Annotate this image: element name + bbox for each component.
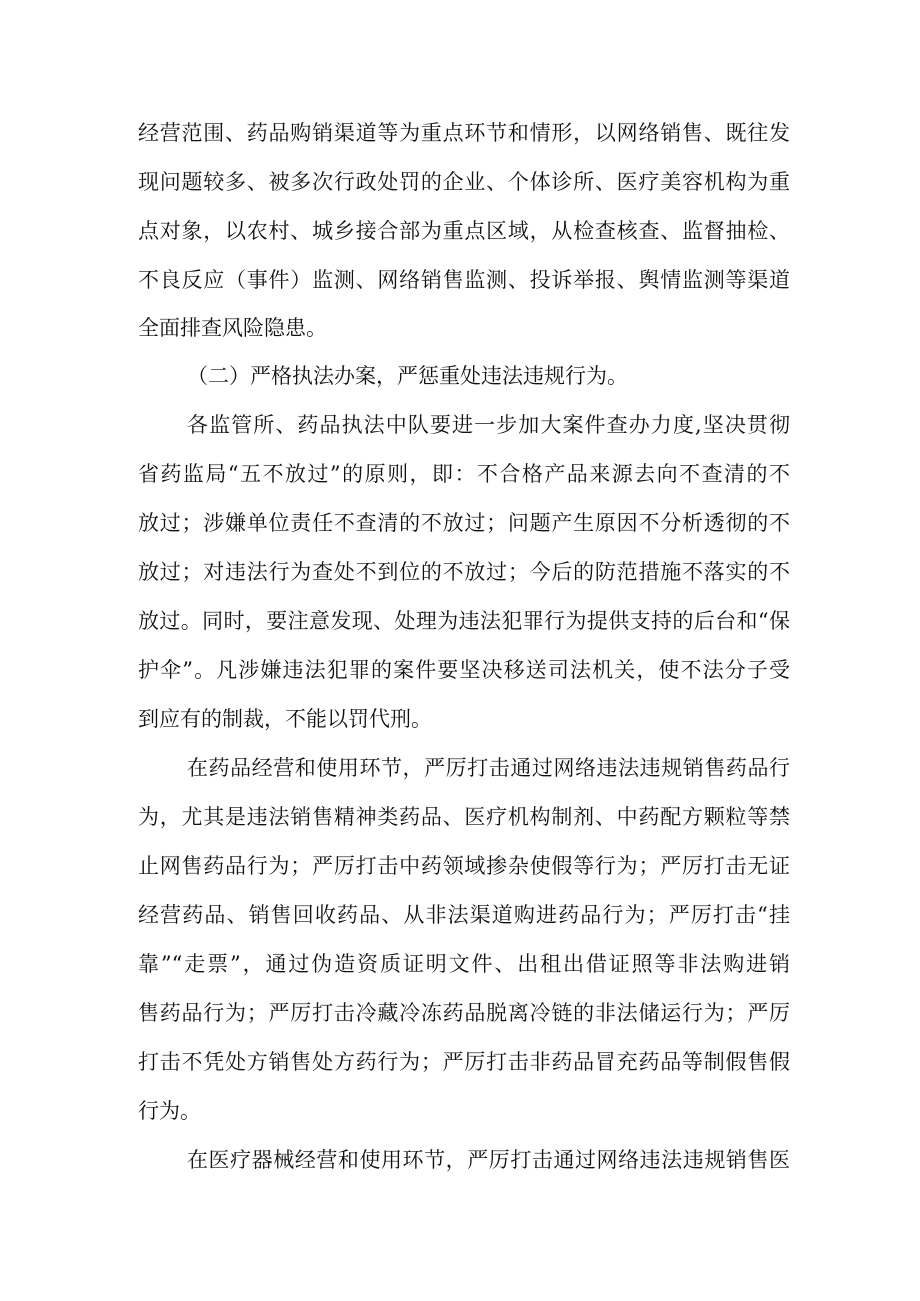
text-line: 在医疗器械经营和使用环节，严厉打击通过网络违法违规销售医: [187, 1148, 790, 1172]
text-line: 经营药品、销售回收药品、从非法渠道购进药品行为；严厉打击“挂: [138, 903, 790, 927]
text-line: 经营范围、药品购销渠道等为重点环节和情形，以网络销售、既往发: [138, 121, 790, 145]
text-line: 打击不凭处方销售处方药行为；严厉打击非药品冒充药品等制假售假: [138, 1050, 790, 1074]
text-line: 点对象，以农村、城乡接合部为重点区域，从检查核查、监督抽检、: [138, 219, 790, 243]
text-line: 不良反应（事件）监测、网络销售监测、投诉举报、舆情监测等渠道: [138, 268, 790, 292]
text-line: 全面排查风险隐患。: [138, 316, 327, 340]
text-line: 售药品行为；严厉打击冷藏冷冻药品脱离冷链的非法储运行为；严厉: [138, 1001, 790, 1025]
text-line: 放过；对违法行为查处不到位的不放过；今后的防范措施不落实的不: [138, 560, 790, 584]
text-line: 止网售药品行为；严厉打击中药领域掺杂使假等行为；严厉打击无证: [138, 854, 790, 878]
text-line: 护伞”。凡涉嫌违法犯罪的案件要坚决移送司法机关，使不法分子受: [138, 658, 790, 682]
text-line: 行为。: [138, 1099, 201, 1123]
section-heading: （二）严格执法办案，严惩重处违法违规行为。: [187, 364, 628, 388]
text-line: 放过；涉嫌单位责任不查清的不放过；问题产生原因不分析透彻的不: [138, 511, 790, 535]
text-line: 为，尤其是违法销售精神类药品、医疗机构制剂、中药配方颗粒等禁: [138, 805, 790, 829]
text-line: 省药监局“五不放过”的原则，即：不合格产品来源去向不查清的不: [138, 462, 790, 486]
text-line: 到应有的制裁，不能以罚代刑。: [138, 707, 432, 731]
text-line: 各监管所、药品执法中队要进一步加大案件查办力度,坚决贯彻: [187, 413, 790, 437]
text-line: 靠”“走票”，通过伪造资质证明文件、出租出借证照等非法购进销: [138, 952, 790, 976]
text-line: 现问题较多、被多次行政处罚的企业、个体诊所、医疗美容机构为重: [138, 170, 790, 194]
text-line: 在药品经营和使用环节，严厉打击通过网络违法违规销售药品行: [187, 756, 790, 780]
text-line: 放过。同时，要注意发现、处理为违法犯罪行为提供支持的后台和“保: [138, 609, 790, 633]
